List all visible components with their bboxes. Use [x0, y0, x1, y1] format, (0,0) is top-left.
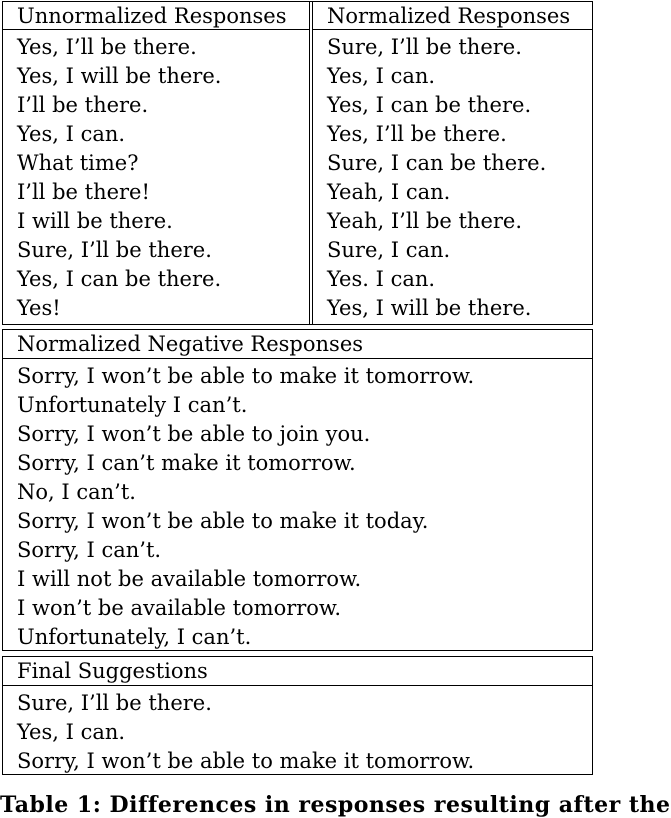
negative-response: Sorry, I can’t.: [17, 538, 162, 562]
unnormalized-response: I will be there.: [17, 209, 173, 233]
final-suggestion: Sorry, I won’t be able to make it tomorrow.: [17, 749, 475, 773]
normalized-response: Yes, I will be there.: [327, 296, 532, 320]
normalized-response: Yes. I can.: [327, 267, 436, 291]
unnormalized-response: Yes, I can.: [17, 122, 126, 146]
negative-response: No, I can’t.: [17, 480, 136, 504]
normalized-response: Sure, I can.: [327, 238, 451, 262]
unnormalized-response: Yes, I will be there.: [17, 64, 222, 88]
unnormalized-response: I’ll be there!: [17, 180, 150, 204]
normalized-column: [313, 2, 592, 324]
final-suggestion: Sure, I’ll be there.: [17, 691, 212, 715]
responses-table-body: [3, 2, 592, 324]
normalized-response: Sure, I’ll be there.: [327, 35, 522, 59]
negative-header: Normalized Negative Responses: [3, 330, 592, 359]
unnormalized-response: What time?: [17, 151, 139, 175]
negative-response: Sorry, I can’t make it tomorrow.: [17, 451, 356, 475]
normalized-response: Yes, I can be there.: [327, 93, 532, 117]
unnormalized-rows: [3, 30, 309, 323]
negative-response: Sorry, I won’t be able to make it tomorrow.: [17, 364, 475, 388]
responses-table: [2, 1, 593, 325]
negative-rows: [3, 359, 592, 652]
normalized-response: Yeah, I can.: [327, 180, 451, 204]
normalized-response: Yes, I can.: [327, 64, 436, 88]
final-header: Final Suggestions: [3, 657, 592, 686]
negative-response: Unfortunately, I can’t.: [17, 625, 252, 649]
normalized-response: Yes, I’ll be there.: [327, 122, 507, 146]
negative-response: Sorry, I won’t be able to join you.: [17, 422, 371, 446]
unnormalized-column: [3, 2, 309, 324]
normalized-header: Normalized Responses: [313, 2, 592, 30]
negative-response: I won’t be available tomorrow.: [17, 596, 342, 620]
unnormalized-response: Yes, I can be there.: [17, 267, 222, 291]
unnormalized-response: Yes!: [17, 296, 61, 320]
table-caption: Table 1: Differences in responses resulting after the: [0, 792, 671, 818]
unnormalized-response: I’ll be there.: [17, 93, 149, 117]
negative-response: Unfortunately I can’t.: [17, 393, 248, 417]
unnormalized-response: Yes, I’ll be there.: [17, 35, 197, 59]
negative-response: I will not be available tomorrow.: [17, 567, 362, 591]
final-suggestions-table: [2, 656, 593, 775]
negative-responses-table: [2, 329, 593, 651]
unnormalized-header: Unnormalized Responses: [3, 2, 309, 30]
final-suggestion: Yes, I can.: [17, 720, 126, 744]
normalized-rows: [313, 30, 592, 323]
unnormalized-response: Sure, I’ll be there.: [17, 238, 212, 262]
negative-response: Sorry, I won’t be able to make it today.: [17, 509, 429, 533]
final-rows: [3, 686, 592, 776]
normalized-response: Yeah, I’ll be there.: [327, 209, 523, 233]
normalized-response: Sure, I can be there.: [327, 151, 547, 175]
